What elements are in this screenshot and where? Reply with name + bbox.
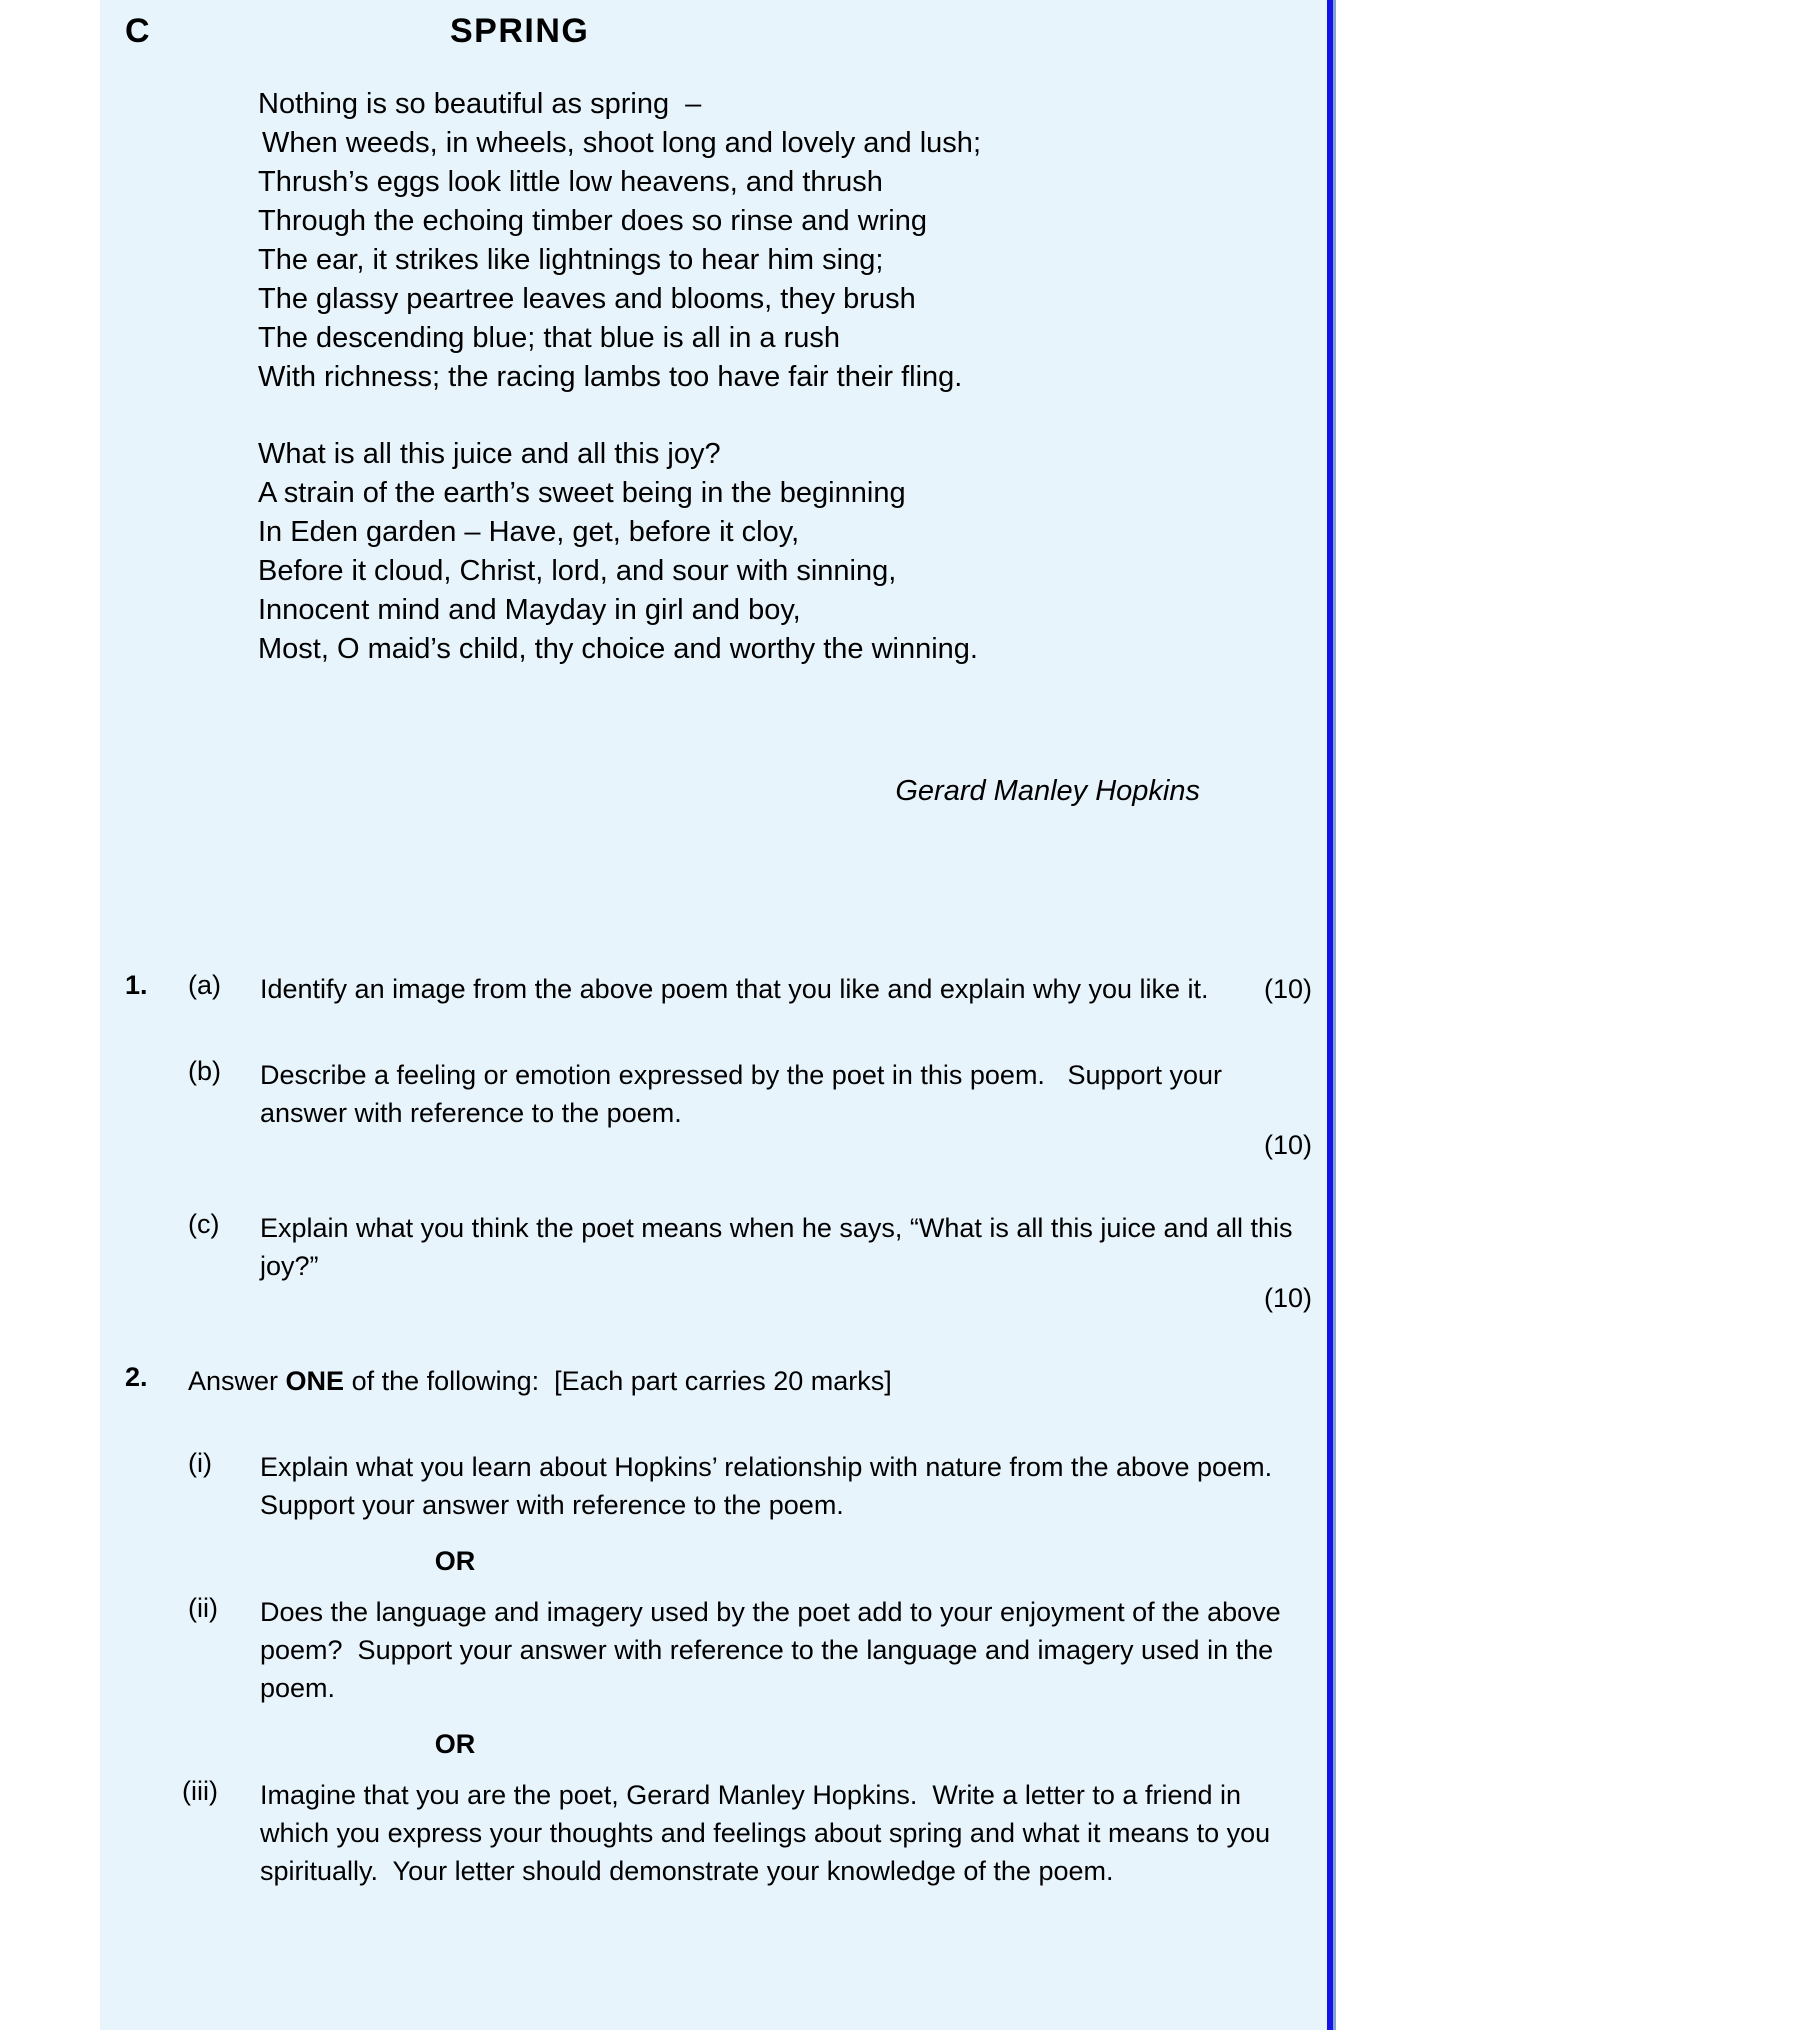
or-divider-2: OR (434, 1729, 476, 1759)
page-content (100, 0, 1330, 2030)
page-header (100, 12, 1330, 62)
question-text (188, 1362, 1312, 1400)
poem-line: When weeds, in wheels, shoot long and lovely and lush; (262, 127, 981, 159)
poem-line: Through the echoing timber does so rinse and wring (258, 205, 927, 237)
question-part-label: (ii) (188, 1593, 218, 1623)
poem-line: The ear, it strikes like lightnings to hear him sing; (258, 244, 884, 276)
poem-stanza-2 (258, 435, 1258, 669)
question-1c[interactable] (100, 1209, 1330, 1314)
question-part-label: (a) (188, 970, 221, 1000)
poem-line: Nothing is so beautiful as spring – (258, 88, 702, 120)
question-number: 1. (125, 970, 148, 1000)
question-2ii[interactable] (100, 1593, 1330, 1707)
question-part-label: (i) (188, 1448, 212, 1478)
question-text: Explain what you learn about Hopkins’ relationship with nature from the above poem. Support your answer with reference to the poem. (260, 1452, 1288, 1520)
marks-badge: (10) (1263, 1283, 1312, 1313)
page-right-rule-shadow (1333, 0, 1336, 2030)
question-1b[interactable] (100, 1056, 1330, 1161)
question-2iii[interactable] (100, 1776, 1330, 1890)
question-text (260, 970, 1312, 1008)
question-2-stem[interactable] (100, 1362, 1330, 1400)
questions-section (100, 970, 1330, 1912)
poem-line: The descending blue; that blue is all in a rush (258, 322, 840, 354)
poem-line: Before it cloud, Christ, lord, and sour with sinning, (258, 555, 897, 587)
marks-badge: (10) (1263, 1130, 1312, 1160)
question-stem-before: Answer (188, 1366, 286, 1396)
question-stem-after: of the following: [Each part carries 20 marks] (344, 1366, 892, 1396)
poem-line: Most, O maid’s child, thy choice and worthy the winning. (258, 633, 978, 665)
question-text: Imagine that you are the poet, Gerard Manley Hopkins. Write a letter to a friend in which you express your thoughts and feelings about spring and what it means to you spiritually. Your letter should demonstrate your knowledge of the poem. (260, 1780, 1278, 1886)
marks-badge: (10) (1263, 974, 1312, 1004)
page-title: SPRING (450, 12, 590, 50)
question-body: Identify an image from the above poem that you like and explain why you like it. (260, 974, 1209, 1004)
question-part-label: (c) (188, 1209, 220, 1239)
or-divider-1: OR (434, 1546, 476, 1576)
question-part-label: (iii) (182, 1776, 218, 1806)
question-number: 2. (125, 1362, 148, 1392)
question-part-label: (b) (188, 1056, 221, 1086)
poem-line: The glassy peartree leaves and blooms, they brush (258, 283, 916, 315)
poem-block (258, 85, 1258, 807)
section-letter: C (125, 12, 151, 50)
question-1a[interactable] (100, 970, 1330, 1008)
poem-line: In Eden garden – Have, get, before it cloy, (258, 516, 800, 548)
question-stem-emphasis: ONE (285, 1366, 345, 1396)
question-text: Describe a feeling or emotion expressed by the poet in this poem. Support your answer with reference to the poem. (260, 1060, 1230, 1128)
exam-paper-sheet (100, 0, 1330, 2030)
poem-line: A strain of the earth’s sweet being in the beginning (258, 477, 906, 509)
poem-line: Thrush’s eggs look little low heavens, and thrush (258, 166, 883, 198)
question-text: Does the language and imagery used by the poet add to your enjoyment of the above poem? Support your answer with reference to the language and imagery used in the poem. (260, 1597, 1289, 1703)
poem-line: Innocent mind and Mayday in girl and boy, (258, 594, 801, 626)
poem-stanza-1 (258, 85, 1258, 397)
question-2i[interactable] (100, 1448, 1330, 1524)
poem-line: What is all this juice and all this joy? (258, 438, 721, 470)
poem-author: Gerard Manley Hopkins (895, 775, 1200, 807)
poem-line: With richness; the racing lambs too have fair their fling. (258, 361, 963, 393)
question-text: Explain what you think the poet means when he says, “What is all this juice and all this joy?” (260, 1213, 1301, 1281)
